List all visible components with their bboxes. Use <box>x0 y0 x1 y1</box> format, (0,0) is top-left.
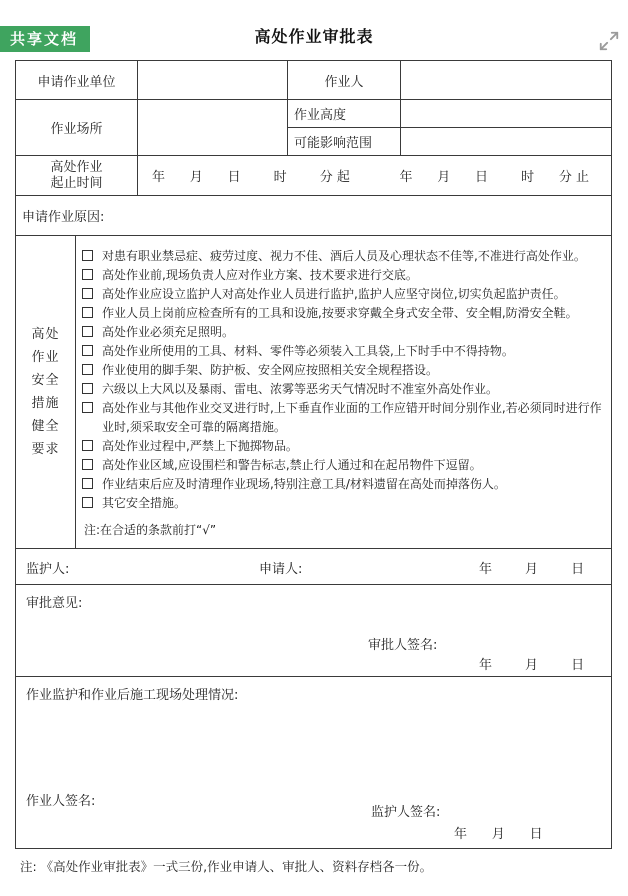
field-affect-range-value <box>401 128 612 156</box>
safety-checklist <box>82 247 605 513</box>
approval-form-table <box>15 60 612 849</box>
field-worker-value <box>401 61 612 100</box>
label-affect-range: 可能影响范围 <box>288 128 401 156</box>
label-work-time <box>16 156 138 196</box>
approver-sign-label: 审批人签名: <box>368 638 438 653</box>
row-time <box>16 156 612 196</box>
checkbox-icon <box>82 497 93 508</box>
checkbox-icon <box>82 326 93 337</box>
shared-doc-badge: 共享文档 <box>0 26 90 52</box>
checklist-item-text: 作业结束后应及时清理作业现场,特别注意工具/材料遗留在高处而掉落伤人。 <box>102 476 506 491</box>
checkbox-icon <box>82 478 93 489</box>
label-worker: 作业人 <box>288 61 401 100</box>
safety-checklist-cell <box>76 236 612 549</box>
checklist-item <box>82 399 605 437</box>
checkbox-icon <box>82 459 93 470</box>
approval-cell <box>16 585 612 677</box>
side-label-line: 健全 <box>31 419 60 434</box>
checkbox-icon <box>82 250 93 261</box>
checkbox-icon <box>82 307 93 318</box>
field-work-height-value <box>401 100 612 128</box>
checklist-item <box>82 494 605 513</box>
side-label-line: 措施 <box>31 396 60 411</box>
worker-sign-label: 作业人签名: <box>26 794 96 809</box>
checklist-item-text: 六级以上大风以及暴雨、雷电、浓雾等恶劣天气情况时不准室外高处作业。 <box>102 381 499 396</box>
aftercare-label: 作业监护和作业后施工现场处理情况: <box>26 688 239 703</box>
guardian-label: 监护人: <box>26 562 70 577</box>
sign-row-1 <box>16 549 612 585</box>
checklist-item <box>82 361 605 380</box>
row-safety <box>16 236 612 549</box>
side-label-line: 要求 <box>31 442 60 457</box>
checklist-item-text: 作业人员上岗前应检查所有的工具和设施,按要求穿戴全身式安全带、安全帽,防滑安全鞋。 <box>102 305 578 320</box>
label-work-time-line2: 起止时间 <box>50 175 103 191</box>
field-time-range <box>138 156 612 196</box>
safety-side-label <box>16 236 76 549</box>
checklist-item <box>82 380 605 399</box>
checklist-item-text: 高处作业区域,应设围栏和警告标志,禁止行人通过和在起吊物件下逗留。 <box>102 457 482 472</box>
row-reason <box>16 196 612 236</box>
time-range-text: 年 月 日 时 分 起 年 月 日 时 分 止 <box>152 170 590 185</box>
aftercare-date-line: 年 月 日 <box>454 827 543 842</box>
checklist-item-text: 高处作业前,现场负责人应对作业方案、技术要求进行交底。 <box>102 267 418 282</box>
aftercare-cell <box>16 677 612 849</box>
label-workplace: 作业场所 <box>16 100 138 156</box>
guardian-sign-label: 监护人签名: <box>371 805 441 820</box>
row-workplace-1 <box>16 100 612 128</box>
checklist-item <box>82 456 605 475</box>
label-applicant-unit: 申请作业单位 <box>16 61 138 100</box>
form-title: 高处作业审批表 <box>254 27 374 46</box>
side-label-line: 安全 <box>31 373 60 388</box>
checkbox-icon <box>82 402 93 413</box>
label-reason: 申请作业原因: <box>16 196 612 236</box>
checklist-item <box>82 437 605 456</box>
checklist-item-text: 其它安全措施。 <box>102 495 187 510</box>
checkbox-icon <box>82 364 93 375</box>
checklist-item <box>82 247 605 266</box>
checkbox-icon <box>82 269 93 280</box>
row-aftercare <box>16 677 612 849</box>
expand-fullscreen-icon[interactable] <box>598 30 620 52</box>
row-approval <box>16 585 612 677</box>
side-label-line: 作业 <box>31 350 60 365</box>
form-footnote: 注: 《高处作业审批表》一式三份,作业申请人、审批人、资料存档各一份。 <box>20 859 433 874</box>
checkbox-icon <box>82 383 93 394</box>
checklist-item <box>82 285 605 304</box>
field-applicant-unit-value <box>138 61 288 100</box>
checklist-item <box>82 323 605 342</box>
field-workplace-value <box>138 100 288 156</box>
label-work-height: 作业高度 <box>288 100 401 128</box>
label-work-time-line1: 高处作业 <box>50 159 103 175</box>
side-label-line: 高处 <box>31 327 60 342</box>
checklist-item <box>82 266 605 285</box>
row-applicant <box>16 61 612 100</box>
approval-date-line: 年 月 日 <box>479 658 585 673</box>
checkbox-icon <box>82 288 93 299</box>
checkbox-icon <box>82 345 93 356</box>
checklist-item <box>82 475 605 494</box>
checklist-item-text: 高处作业与其他作业交叉进行时,上下垂直作业面的工作应错开时间分别作业,若必须同时进行作业时,须采取安全可靠的隔离措施。 <box>102 400 602 434</box>
checklist-item-text: 高处作业过程中,严禁上下抛掷物品。 <box>102 438 298 453</box>
checklist-item-text: 高处作业应设立监护人对高处作业人员进行监护,监护人应坚守岗位,切实负起监护责任。 <box>102 286 566 301</box>
checklist-item-text: 高处作业所使用的工具、材料、零件等必须装入工具袋,上下时手中不得持物。 <box>102 343 514 358</box>
checklist-item-text: 对患有职业禁忌症、疲劳过度、视力不佳、酒后人员及心理状态不佳等,不准进行高处作业。 <box>102 248 586 263</box>
checkbox-icon <box>82 440 93 451</box>
checklist-item <box>82 304 605 323</box>
checklist-item-text: 高处作业必须充足照明。 <box>102 324 235 339</box>
applicant-label: 申请人: <box>259 562 303 577</box>
checklist-note: 注:在合适的条款前打“√” <box>84 522 217 537</box>
approval-opinion-label: 审批意见: <box>26 596 83 611</box>
sign-date-line: 年 月 日 <box>479 562 585 577</box>
checklist-item <box>82 342 605 361</box>
row-sign-1 <box>16 549 612 585</box>
checklist-item-text: 作业使用的脚手架、防护板、安全网应按照相关安全规程搭设。 <box>102 362 439 377</box>
